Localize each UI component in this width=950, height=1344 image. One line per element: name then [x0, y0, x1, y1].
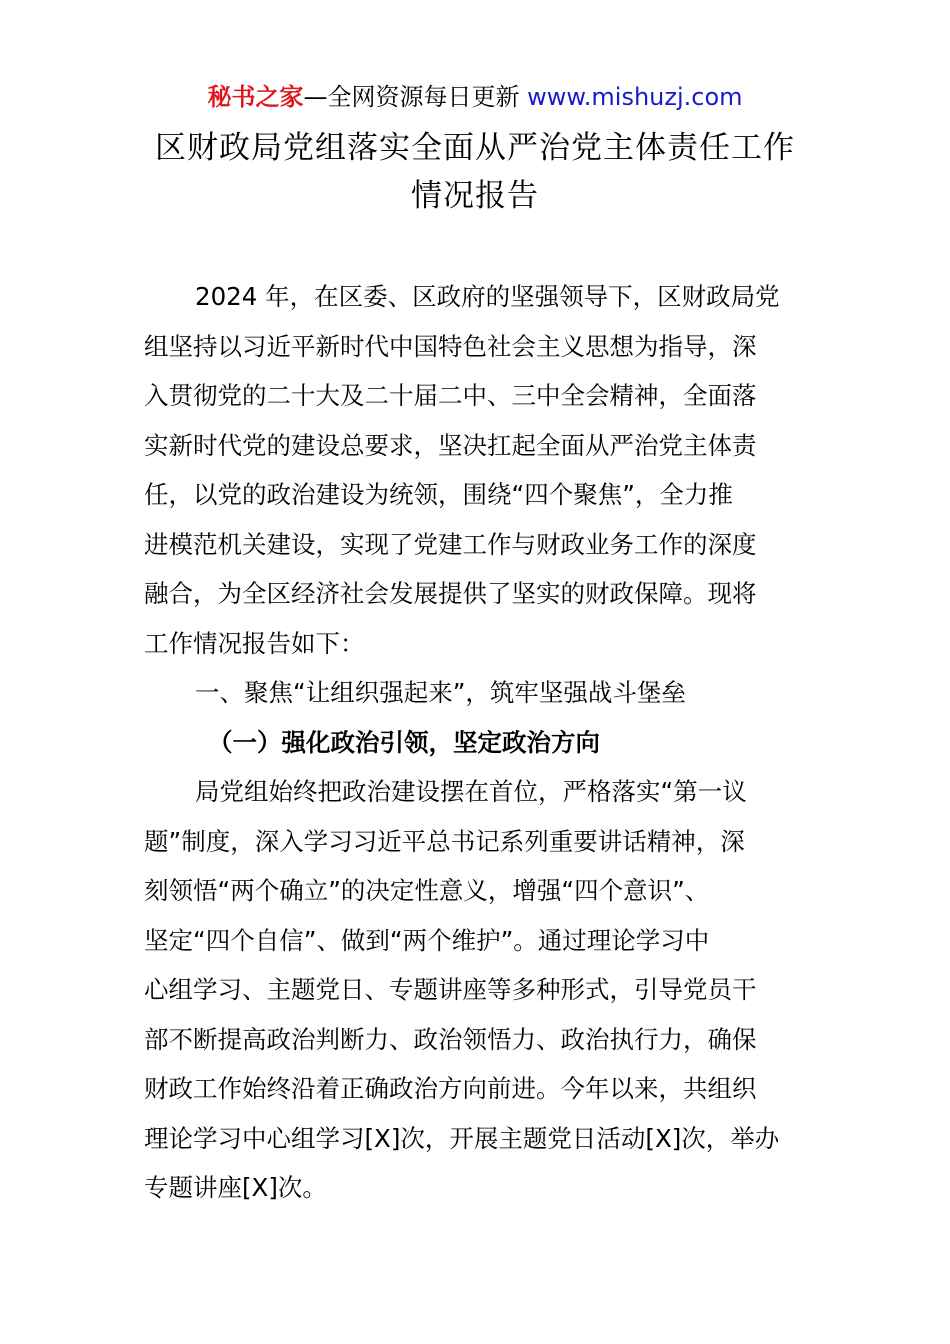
header-tagline: —全网资源每日更新: [303, 83, 520, 111]
intro-line: 任，以党的政治建设为统领，围绕“四个聚焦”，全力推: [144, 480, 733, 509]
document-title: [0, 124, 950, 220]
paragraph-line: 坚定“四个自信”、做到“两个维护”。通过理论学习中: [144, 925, 710, 955]
title-line-1: 区财政局党组落实全面从严治党主体责任工作: [155, 130, 795, 166]
paragraph-line: 理论学习中心组学习[X]次，开展主题党日活动[X]次，举办: [144, 1123, 780, 1153]
paragraph-line: 刻领悟“两个确立”的决定性意义，增强“四个意识”、: [144, 876, 710, 905]
paragraph-line: 局党组始终把政治建设摆在首位，严格落实“第一议: [195, 777, 747, 806]
paragraph-line: 专题讲座[X]次。: [144, 1173, 327, 1202]
intro-line: 组坚持以习近平新时代中国特色社会主义思想为指导，深: [144, 331, 757, 361]
intro-line: 入贯彻党的二十大及二十届二中、三中全会精神，全面落: [144, 381, 757, 410]
paragraph-line: 部不断提高政治判断力、政治领悟力、政治执行力，确保: [144, 1024, 757, 1054]
intro-line: 2024 年，在区委、区政府的坚强领导下，区财政局党: [195, 282, 780, 311]
paragraph-line: 财政工作始终沿着正确政治方向前进。今年以来，共组织: [144, 1074, 757, 1103]
subsection-heading: （一）强化政治引领，坚定政治方向: [208, 727, 600, 757]
intro-line: 实新时代党的建设总要求，坚决扛起全面从严治党主体责: [144, 430, 757, 460]
intro-line: 进模范机关建设，实现了党建工作与财政业务工作的深度: [144, 529, 757, 559]
intro-line: 融合，为全区经济社会发展提供了坚实的财政保障。现将: [144, 579, 757, 608]
paragraph-line: 题”制度，深入学习习近平总书记系列重要讲话精神，深: [144, 826, 745, 856]
site-header: [0, 80, 950, 114]
site-url-link[interactable]: www.mishuzj.com: [527, 83, 743, 111]
document-body: [144, 272, 808, 1213]
brand-name: 秘书之家: [207, 83, 304, 111]
intro-line: 工作情况报告如下：: [144, 628, 365, 658]
paragraph-line: 心组学习、主题党日、专题讲座等多种形式，引导党员干: [144, 975, 757, 1004]
title-line-2: 情况报告: [411, 178, 539, 214]
section-heading: 一、聚焦“让组织强起来”，筑牢坚强战斗堡垒: [195, 678, 686, 707]
